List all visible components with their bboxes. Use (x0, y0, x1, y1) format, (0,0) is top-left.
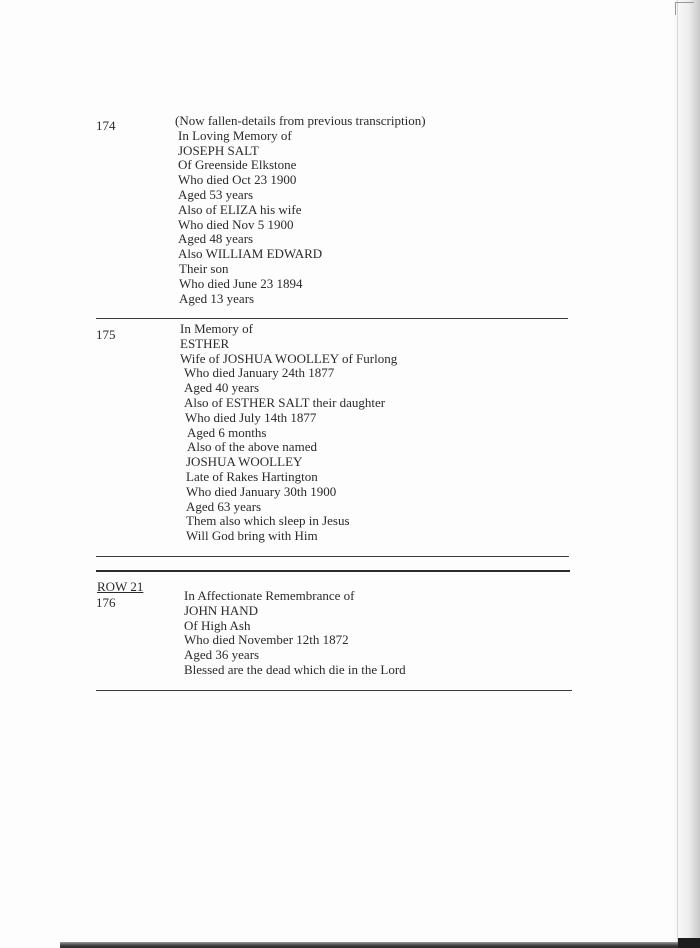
inscription-line: Wife of JOSHUA WOOLLEY of Furlong (180, 350, 398, 366)
inscription-line: Aged 13 years (179, 290, 255, 306)
page-edge-line (677, 0, 678, 948)
inscription-line: Aged 53 years (178, 186, 254, 202)
inscription-175 (180, 322, 397, 544)
separator-rule (96, 318, 568, 319)
inscription-line: Aged 6 months (187, 424, 267, 440)
page-bottom-edge (60, 942, 700, 948)
inscription-line: JOSHUA WOOLLEY (186, 454, 303, 470)
inscription-line: Who died Oct 23 1900 (178, 172, 297, 188)
separator-rule (96, 556, 569, 557)
inscription-line: Also of the above named (187, 439, 317, 455)
inscription-176 (184, 589, 406, 678)
inscription-line: Aged 36 years (184, 647, 260, 663)
inscription-line: In Memory of (180, 321, 253, 336)
inscription-line: JOHN HAND (184, 602, 259, 618)
inscription-line: Aged 63 years (186, 498, 262, 514)
inscription-line: Also of ELIZA his wife (178, 201, 302, 217)
inscription-line: Who died January 24th 1877 (184, 365, 335, 381)
row-label: ROW 21 (97, 579, 144, 594)
inscription-line: Who died July 14th 1877 (185, 409, 317, 425)
inscription-line: In Affectionate Remembrance of (184, 588, 355, 603)
inscription-line: In Loving Memory of (178, 127, 292, 143)
inscription-line: Blessed are the dead which die in the Lord (184, 661, 406, 677)
inscription-line: JOSEPH SALT (178, 142, 259, 158)
inscription-line: Of Greenside Elkstone (178, 157, 297, 173)
inscription-line: Will God bring with Him (186, 528, 318, 544)
inscription-line: Who died January 30th 1900 (186, 483, 337, 499)
inscription-174 (175, 114, 426, 306)
inscription-line: Aged 40 years (184, 380, 260, 396)
inscription-line: Of High Ash (184, 617, 251, 633)
entry-number-175: 175 (96, 327, 116, 342)
inscription-line: Who died November 12th 1872 (184, 632, 349, 648)
separator-rule (96, 690, 572, 691)
inscription-line: Who died Nov 5 1900 (178, 216, 294, 232)
inscription-line: Who died June 23 1894 (179, 275, 303, 291)
inscription-line: Late of Rakes Hartington (186, 468, 318, 484)
inscription-line: (Now fallen-details from previous transcription) (175, 113, 426, 128)
entry-number-176: 176 (96, 595, 116, 610)
inscription-line: Also WILLIAM EDWARD (178, 246, 323, 262)
inscription-line: Also of ESTHER SALT their daughter (184, 394, 386, 410)
corner-mark (675, 2, 694, 15)
inscription-line: Aged 48 years (178, 231, 254, 247)
inscription-line: Them also which sleep in Jesus (186, 513, 350, 529)
page-bottom-corner (678, 938, 700, 948)
entry-number-174: 174 (96, 118, 116, 133)
separator-rule-thick (96, 570, 570, 572)
inscription-line: ESTHER (180, 335, 230, 351)
inscription-line: Their son (179, 260, 229, 276)
